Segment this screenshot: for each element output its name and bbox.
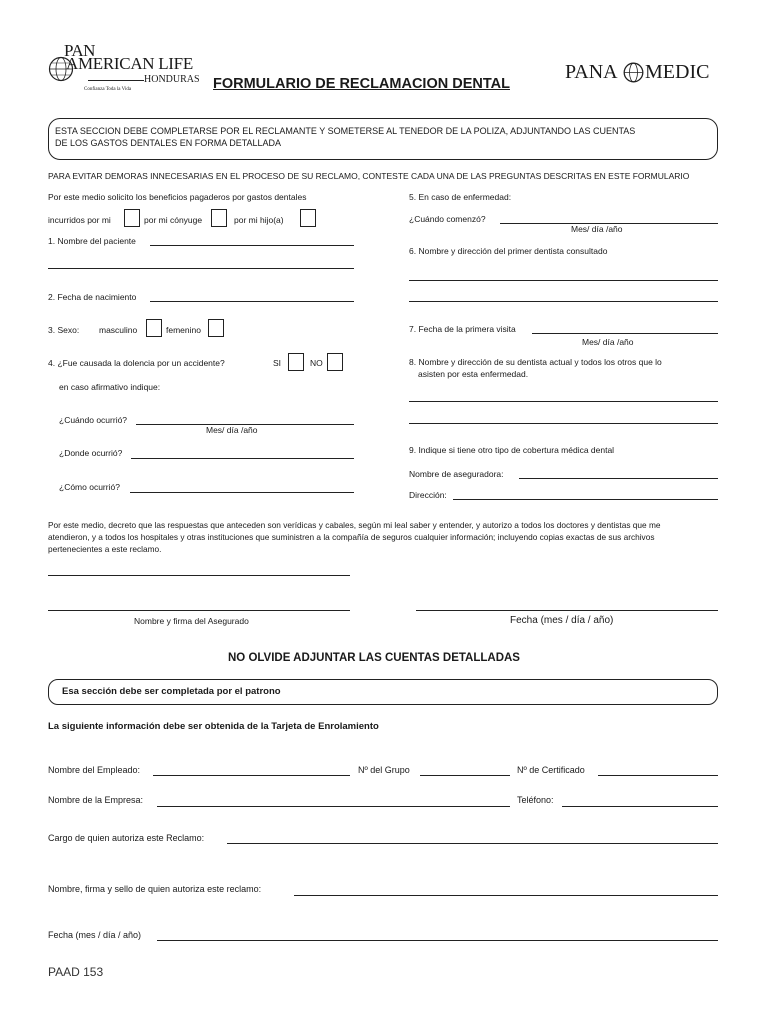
logo-rule	[88, 80, 144, 81]
illness-label: 5. En caso de enfermedad:	[409, 192, 512, 202]
declaration-line-1: Por este medio, decreto que las respuestas que anteceden son verídicas y cabales, según mi leal saber y entender, y autorizo a todos los doctores y dentistas que me	[48, 520, 661, 530]
insurer-name-field[interactable]	[519, 478, 718, 479]
brand-right: MEDIC	[645, 61, 710, 83]
signature-date-field[interactable]	[416, 610, 718, 611]
current-dentist-label-1: 8. Nombre y dirección de su dentista actual y todos los otros que lo	[409, 357, 662, 367]
employer-subtitle: La siguiente información debe ser obtenida de la Tarjeta de Enrolamiento	[48, 721, 379, 732]
employer-box-text: Esa sección debe ser completada por el patrono	[62, 686, 281, 697]
affirmative-label: en caso afirmativo indique:	[59, 382, 161, 392]
insurer-name-label: Nombre de aseguradora:	[409, 469, 504, 479]
declaration-line-3: pertenecientes a este reclamo.	[48, 544, 162, 554]
address-label: Dirección:	[409, 490, 447, 500]
signature-label: Nombre y firma del Asegurado	[134, 616, 249, 626]
current-dentist-label-2: asisten por esta enfermedad.	[418, 369, 529, 379]
birth-date-field[interactable]	[150, 301, 354, 302]
group-number-field[interactable]	[420, 775, 510, 776]
date-format-hint: Mes/ día /año	[206, 425, 258, 435]
signature-field-2[interactable]	[48, 610, 350, 611]
logo-honduras: HONDURAS	[144, 74, 200, 85]
notice-line-2: DE LOS GASTOS DENTALES EN FORMA DETALLADA	[55, 138, 282, 148]
checkbox-spouse[interactable]	[211, 209, 227, 227]
authorizer-signature-field[interactable]	[294, 895, 718, 896]
globe-icon	[623, 62, 644, 83]
checkbox-yes[interactable]	[288, 353, 304, 371]
male-label: masculino	[99, 325, 138, 335]
authorizer-signature-label: Nombre, firma y sello de quien autoriza este reclamo:	[48, 884, 262, 894]
employer-date-field[interactable]	[157, 940, 718, 941]
female-label: femenino	[166, 325, 201, 335]
phone-field[interactable]	[562, 806, 718, 807]
employer-box	[48, 679, 718, 705]
no-label: NO	[310, 358, 323, 368]
certificate-number-field[interactable]	[598, 775, 718, 776]
pan-american-life-logo	[48, 41, 213, 96]
hijo-label: por mi hijo(a)	[234, 215, 284, 225]
first-visit-field[interactable]	[532, 333, 718, 334]
employee-name-field[interactable]	[153, 775, 350, 776]
yes-label: SI	[273, 358, 282, 368]
notice-line-1: ESTA SECCION DEBE COMPLETARSE POR EL RECLAMANTE Y SOMETERSE AL TENEDOR DE LA POLIZA, ADJUNTANDO LAS CUENTAS	[55, 126, 636, 136]
checkbox-female[interactable]	[208, 319, 224, 337]
panamedic-logo	[565, 60, 725, 86]
authorizer-position-field[interactable]	[227, 843, 718, 844]
first-visit-label: 7. Fecha de la primera visita	[409, 324, 516, 334]
company-name-label: Nombre de la Empresa:	[48, 795, 144, 805]
logo-american-life: AMERICAN LIFE	[66, 54, 193, 73]
how-occurred-label: ¿Cómo ocurrió?	[59, 482, 120, 492]
sex-label: 3. Sexo:	[48, 325, 80, 335]
group-number-label: Nº del Grupo	[358, 765, 410, 775]
checkbox-no[interactable]	[327, 353, 343, 371]
date-format-hint: Mes/ día /año	[582, 337, 634, 347]
first-dentist-label: 6. Nombre y dirección del primer dentista consultado	[409, 246, 608, 256]
authorizer-position-label: Cargo de quien autoriza este Reclamo:	[48, 833, 205, 843]
checkbox-self[interactable]	[124, 209, 140, 227]
checkbox-child[interactable]	[300, 209, 316, 227]
where-occurred-label: ¿Donde ocurrió?	[59, 448, 123, 458]
address-field[interactable]	[453, 499, 718, 500]
when-occurred-label: ¿Cuándo ocurrió?	[59, 415, 128, 425]
accident-question: 4. ¿Fue causada la dolencia por un accidente?	[48, 358, 225, 368]
instruction-text: PARA EVITAR DEMORAS INNECESARIAS EN EL PROCESO DE SU RECLAMO, CONTESTE CADA UNA DE LAS PREGUNTAS DESCRITAS EN ESTE FORMULARIO	[48, 171, 690, 181]
company-name-field[interactable]	[157, 806, 510, 807]
declaration-line-2: atendieron, y a todos los hospitales y otras instituciones que suministren a la compañía de seguros cualquier información; incluyendo copias exactas de sus archivos	[48, 532, 655, 542]
reminder-text: NO OLVIDE ADJUNTAR LAS CUENTAS DETALLADAS	[228, 652, 520, 664]
signature-date-label: Fecha (mes / día / año)	[510, 615, 614, 626]
patient-name-field[interactable]	[150, 245, 354, 246]
current-dentist-field-2[interactable]	[409, 423, 718, 424]
notice-box	[48, 118, 718, 160]
phone-label: Teléfono:	[517, 795, 554, 805]
form-title: FORMULARIO DE RECLAMACION DENTAL	[213, 76, 510, 92]
signature-field-1[interactable]	[48, 575, 350, 576]
current-dentist-field-1[interactable]	[409, 401, 718, 402]
logo-tagline: Confianza Toda la Vida	[84, 87, 132, 92]
logo-pan: PAN	[64, 41, 95, 60]
birth-date-label: 2. Fecha de nacimiento	[48, 292, 137, 302]
patient-name-label: 1. Nombre del paciente	[48, 236, 136, 246]
first-dentist-field-2[interactable]	[409, 301, 718, 302]
conyuge-label: por mi cónyuge	[144, 215, 203, 225]
illness-start-label: ¿Cuándo comenzó?	[409, 214, 486, 224]
patient-name-field-2[interactable]	[48, 268, 354, 269]
where-occurred-field[interactable]	[131, 458, 354, 459]
how-occurred-field[interactable]	[130, 492, 354, 493]
other-coverage-label: 9. Indique si tiene otro tipo de cobertura médica dental	[409, 445, 615, 455]
certificate-number-label: Nº de Certificado	[517, 765, 585, 775]
intro-text: Por este medio solicito los beneficios pagaderos por gastos dentales	[48, 192, 307, 202]
first-dentist-field-1[interactable]	[409, 280, 718, 281]
form-code: PAAD 153	[48, 965, 104, 979]
brand-left: PANA	[565, 61, 618, 83]
checkbox-male[interactable]	[146, 319, 162, 337]
incurridos-label: incurridos por mi	[48, 215, 111, 225]
date-format-hint: Mes/ día /año	[571, 224, 623, 234]
employer-date-label: Fecha (mes / día / año)	[48, 930, 142, 940]
employee-name-label: Nombre del Empleado:	[48, 765, 141, 775]
